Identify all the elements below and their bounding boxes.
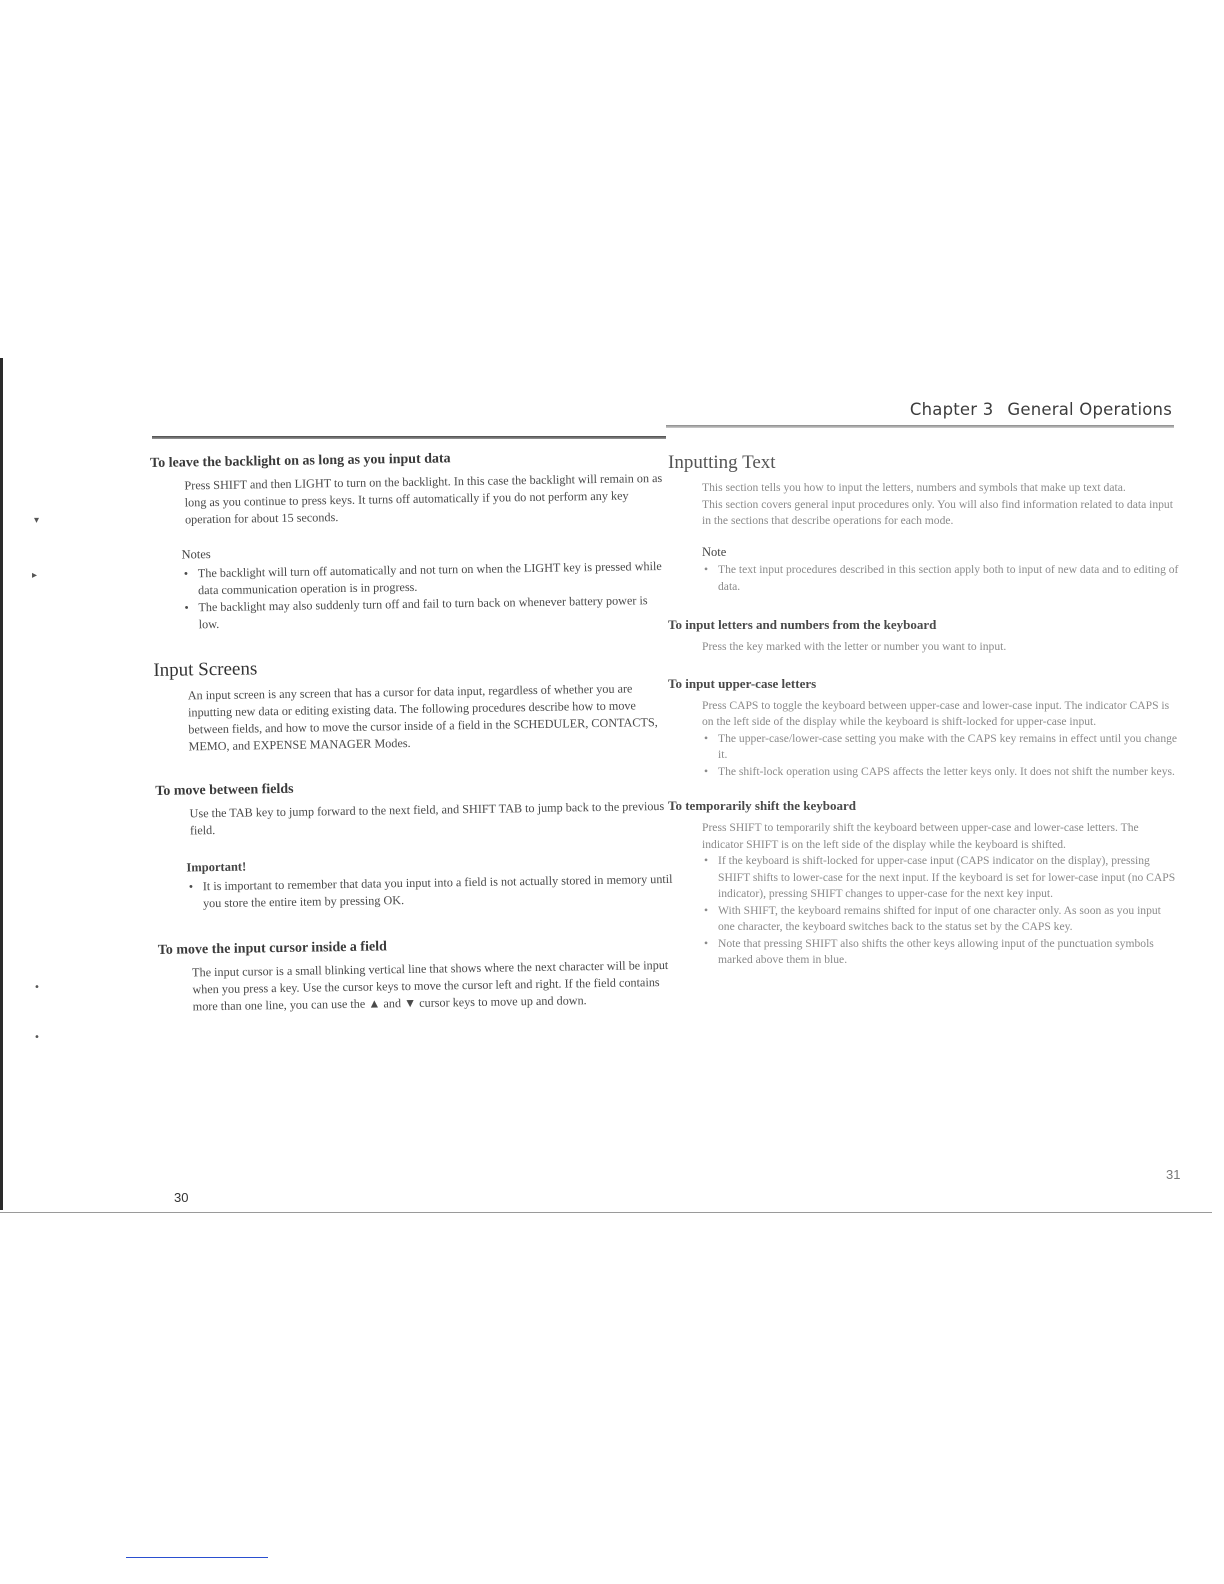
- move-fields-section: [155, 776, 675, 913]
- inputting-text-section: [668, 452, 1180, 595]
- section-body: [702, 820, 1180, 969]
- right-page-column: [668, 452, 1180, 987]
- margin-mark: •: [34, 982, 40, 993]
- chapter-title: General Operations: [1007, 400, 1172, 419]
- scan-artifact-line: [126, 1557, 268, 1558]
- paragraph: Press CAPS to toggle the keyboard between upper-case and lower-case input. The indicator CAPS is on the left side of the display while the keyboard is shift-locked for upper-case input.: [702, 698, 1170, 728]
- bullet-item: • Note that pressing SHIFT also shifts the other keys allowing input of the punctuation symbols marked above them in blue.: [702, 936, 1180, 969]
- paragraph: This section covers general input procedures only. You will also find information related to data input in the sections that describe operations for each mode.: [702, 497, 1173, 527]
- note-item: • The backlight will turn off automatically and not turn on when the LIGHT key is pressed while data communication operation is in progress.: [182, 558, 670, 600]
- section-body: [192, 957, 677, 1016]
- paragraph: Press the key marked with the letter or number you want to input.: [702, 640, 1007, 653]
- section-title: Inputting Text: [668, 452, 776, 473]
- margin-mark: ▸: [32, 570, 38, 581]
- paragraph: The input cursor is a small blinking vertical line that shows where the next character will be input when you press a key. Use the cursor keys to move the cursor left and right. If the field contains more than one line, you can use the ▲ and ▼ cursor keys to move up and down.: [192, 957, 669, 1014]
- bullet-item: • With SHIFT, the keyboard remains shifted for input of one character only. As soon as you input one character, the keyboard switches back to the status set by the CAPS key.: [702, 903, 1180, 936]
- important-item: • It is important to remember that data you input into a field is not actually stored in memory until you store the entire item by pressing OK.: [187, 871, 675, 913]
- important-block: [186, 852, 675, 913]
- note-block: [702, 544, 1180, 596]
- note-list: [702, 562, 1180, 595]
- chapter-number: Chapter 3: [909, 400, 994, 419]
- section-heading: To move the input cursor inside a field: [157, 939, 387, 958]
- section-body: [702, 698, 1180, 781]
- section-heading: To temporarily shift the keyboard: [668, 798, 857, 813]
- section-heading: To move between fields: [155, 781, 294, 799]
- paragraph: Press SHIFT and then LIGHT to turn on the backlight. In this case the backlight will remain on as long as you continue to press keys. It turns off automatically if you do not perform any key operation for about 15 seconds.: [184, 470, 663, 527]
- paragraph: This section tells you how to input the letters, numbers and symbols that make up text data.: [702, 481, 1126, 494]
- bullet-item: • The shift-lock operation using CAPS affects the letter keys only. It does not shift the number keys.: [702, 764, 1180, 781]
- note-item: • The backlight may also suddenly turn off and fail to turn back on whenever battery power is low.: [182, 592, 670, 634]
- chapter-header: [910, 400, 1172, 419]
- note-item: • The text input procedures described in this section apply both to input of new data and to editing of data.: [702, 562, 1180, 595]
- section-heading: To input letters and numbers from the keyboard: [668, 617, 937, 632]
- section-body: [702, 480, 1180, 530]
- section-body: [702, 639, 1180, 656]
- section-title: Input Screens: [153, 658, 258, 681]
- backlight-section: [150, 448, 671, 634]
- move-cursor-section: [158, 935, 677, 1016]
- section-heading: To leave the backlight on as long as you input data: [150, 451, 451, 471]
- important-list: [187, 871, 675, 913]
- upper-case-section: [668, 676, 1180, 781]
- input-screens-section: [153, 652, 672, 756]
- bullet-item: • If the keyboard is shift-locked for upper-case input (CAPS indicator on the display), pressing SHIFT shifts to lower-case for the next input. If the keyboard is set for lower-case input (no CAPS indicator), pressing SHIFT changes to upper-case for the next key input.: [702, 853, 1180, 903]
- notes-title: Notes: [181, 547, 211, 562]
- paragraph: An input screen is any screen that has a cursor for data input, regardless of whether you are inputting new data or editing existing data. The following procedures describe how to move between fields, and how to move the cursor inside of a field in the SCHEDULER, CONTACTS, MEMO, and EXPENSE MANAGER Modes.: [187, 681, 658, 754]
- letters-numbers-section: [668, 617, 1180, 656]
- paragraph: Press SHIFT to temporarily shift the keyboard between upper-case and lower-case letters. The indicator SHIFT is on the left side of the display while the keyboard is shifted.: [702, 821, 1139, 851]
- section-body: [189, 798, 673, 840]
- bullet-list: [702, 853, 1180, 969]
- notes-block: [181, 539, 670, 634]
- margin-mark: ▾: [34, 515, 40, 526]
- note-title: Note: [702, 544, 727, 559]
- header-rule-left: [152, 436, 666, 439]
- temp-shift-section: [668, 798, 1180, 969]
- important-title: Important!: [186, 859, 247, 875]
- bullet-item: • The upper-case/lower-case setting you make with the CAPS key remains in effect until you change it.: [702, 731, 1180, 764]
- section-body: [184, 470, 669, 529]
- section-body: [188, 680, 673, 756]
- margin-mark: •: [34, 1032, 40, 1043]
- header-rule-right: [666, 425, 1174, 428]
- notes-list: [182, 558, 671, 634]
- bottom-rule: [0, 1212, 1212, 1213]
- left-page-column: [150, 448, 677, 1034]
- binding-edge: [0, 358, 3, 1210]
- page-number-right: 31: [1166, 1167, 1181, 1182]
- paragraph: Use the TAB key to jump forward to the next field, and SHIFT TAB to jump back to the previous field.: [189, 798, 665, 838]
- page-number-left: 30: [174, 1190, 189, 1205]
- bullet-list: [702, 731, 1180, 781]
- section-heading: To input upper-case letters: [668, 675, 817, 691]
